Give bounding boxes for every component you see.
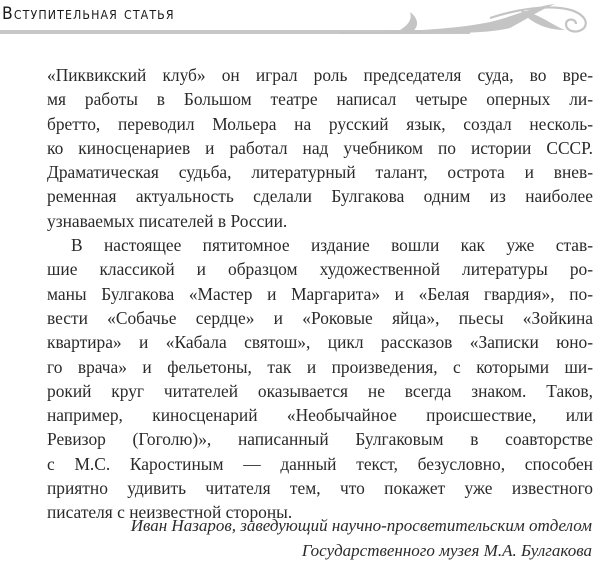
text-line: го врача» и фельетоны, так и произведения, с которыми ши- [47,356,593,377]
text-line: мя работы в Большом театре написал четыре оперных ли- [47,89,593,110]
paragraph-1 [47,63,593,233]
text-line: узнаваемых писателей в России. [47,210,288,231]
text-line: ко киносценариев и работал над учебником по истории СССР. [47,137,593,158]
text-line: ременная актуальность сделали Булгакова одним из наиболее [47,186,593,207]
signature-line-1: Иван Назаров, заведующий научно-просветительским отделом [130,516,592,535]
text-line: писателя с неизвестной стороны. [47,502,293,523]
text-line: «Пиквикский клуб» он играл роль председателя суда, во вре- [47,65,593,85]
text-line: Драматическая судьба, литературный талант, острота и внев- [47,162,593,183]
text-line: с М.С. Каростиным — данный текст, безусловно, способен [47,453,593,474]
author-signature [32,513,592,563]
text-line: В настоящее пятитомное издание вошли как уже став- [71,235,593,256]
text-line: рокий круг читателей оказывается не всегда знаком. Таков, [47,380,593,401]
text-line: шие классикой и образцом художественной литературы ро- [47,259,593,280]
text-line: бретто, переводил Мольера на русский язык, создал несколь- [47,113,593,134]
text-line: приятно удивить читателя тем, что покажет уже известного [47,478,593,499]
article-body [47,63,593,525]
flourish-ornament-icon [340,0,600,40]
text-line: вести «Собачье сердце» и «Роковые яйца», пьесы «Зойкина [47,307,593,328]
text-line: Ревизор (Гоголю)», написанный Булгаковым в соавторстве [47,429,593,450]
section-title: Вступительная статья [2,4,175,24]
text-line: маны Булгакова «Мастер и Маргарита» и «Белая гвардия», по- [47,283,593,304]
text-line: например, киносценарий «Необычайное происшествие, или [47,405,593,426]
text-line: квартира» и «Кабала святош», цикл рассказов «Записки юно- [47,332,593,353]
page-header [0,0,600,40]
paragraph-2 [47,233,593,525]
signature-line-2: Государственного музея М.А. Булгакова [301,541,592,560]
